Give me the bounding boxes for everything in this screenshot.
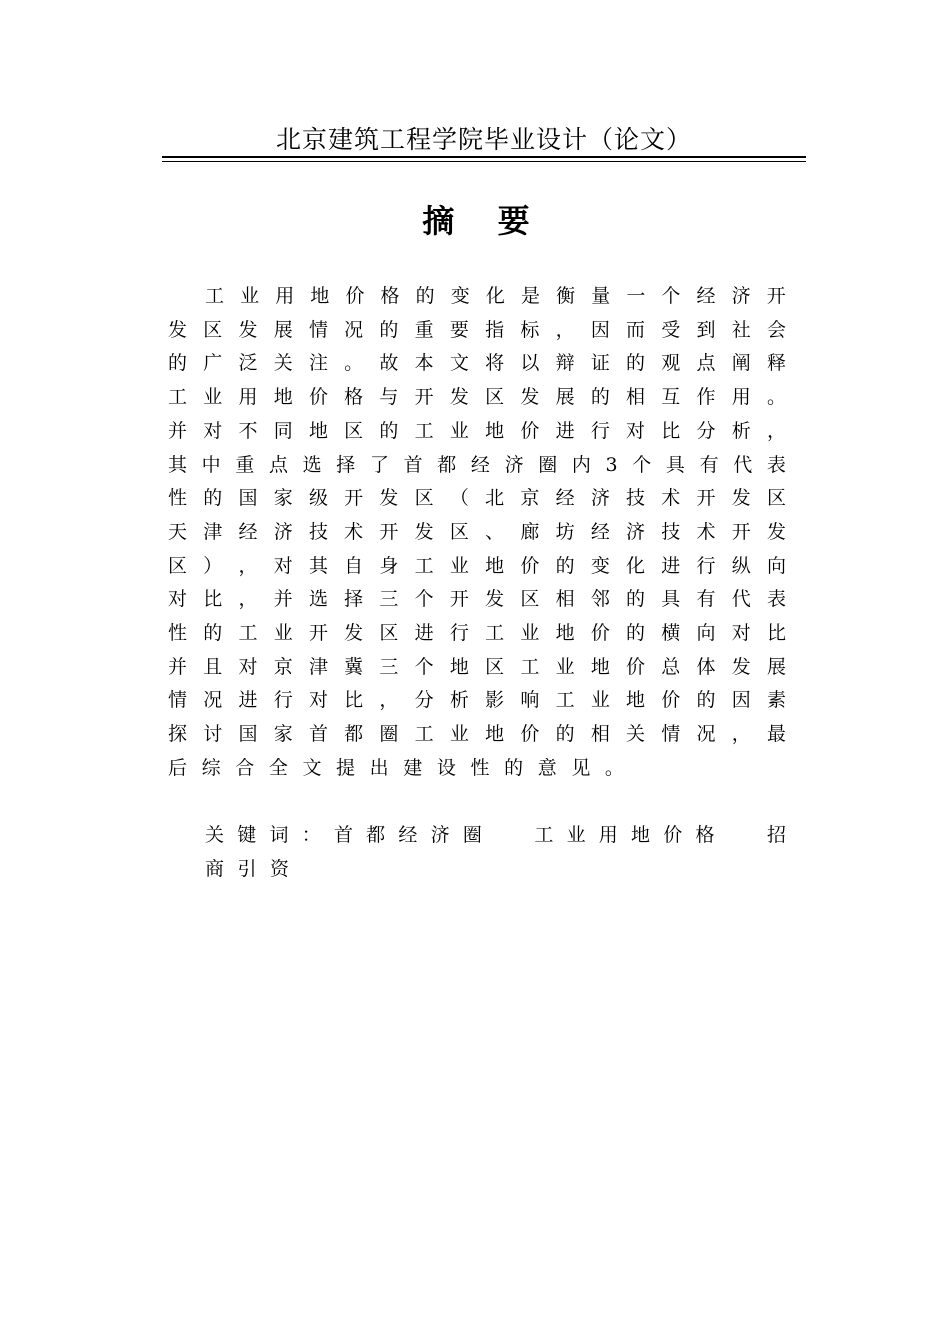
- keyword-item-part: 招: [766, 824, 786, 846]
- abstract-line: 性 的 国 家 级 开 发 区 （ 北 京 经 济 技 术 开 发 区: [168, 487, 786, 510]
- abstract-line: 发 区 发 展 情 况 的 重 要 指 标 ， 因 而 受 到 社 会: [168, 318, 786, 341]
- abstract-line: 的 广 泛 关 注 。 故 本 文 将 以 辩 证 的 观 点 阐 释: [168, 352, 786, 375]
- keyword-item-part: 资: [269, 858, 289, 880]
- document-header: 北京建筑工程学院毕业设计（论文）: [275, 125, 692, 154]
- abstract-line: 并 且 对 京 津 冀 三 个 地 区 工 业 地 价 总 体 发 展: [168, 655, 786, 678]
- abstract-line: 探 讨 国 家 首 都 圈 工 业 地 价 的 相 关 情 况 ， 最: [168, 723, 786, 746]
- abstract-line: 其 中 重 点 选 择 了 首 都 经 济 圈 内 3 个 具 有 代 表: [168, 453, 786, 476]
- header-rule-thick: [162, 156, 806, 158]
- abstract-line: 天 津 经 济 技 术 开 发 区 、 廊 坊 经 济 技 术 开 发: [168, 520, 786, 543]
- keyword-item-part: 商: [205, 858, 225, 880]
- keywords-line: 关 键 词 ： 首 都 经 济 圈 工 业 用 地 价 格 招: [205, 820, 786, 850]
- abstract-line: 对 比 ， 并 选 择 三 个 开 发 区 相 邻 的 具 有 代 表: [168, 588, 786, 611]
- abstract-line: 并 对 不 同 地 区 的 工 业 地 价 进 行 对 比 分 析 ，: [168, 419, 786, 442]
- abstract-line: 工 业 用 地 价 格 与 开 发 区 发 展 的 相 互 作 用 。: [168, 386, 786, 409]
- abstract-line: 情 况 进 行 对 比 ， 分 析 影 响 工 业 地 价 的 因 素: [168, 689, 786, 712]
- header-rule-thin: [162, 161, 806, 162]
- abstract-heading: 摘 要: [422, 202, 546, 240]
- abstract-line: 后 综 合 全 文 提 出 建 设 性 的 意 见 。: [168, 756, 624, 779]
- abstract-line: 性 的 工 业 开 发 区 进 行 工 业 地 价 的 横 向 对 比: [168, 622, 786, 644]
- keywords-line: [205, 854, 289, 884]
- keyword-item-part: 引: [237, 858, 257, 880]
- abstract-line: 区 ） ， 对 其 自 身 工 业 地 价 的 变 化 进 行 纵 向: [168, 554, 786, 577]
- abstract-line: 工 业 用 地 价 格 的 变 化 是 衡 量 一 个 经 济 开: [205, 285, 786, 307]
